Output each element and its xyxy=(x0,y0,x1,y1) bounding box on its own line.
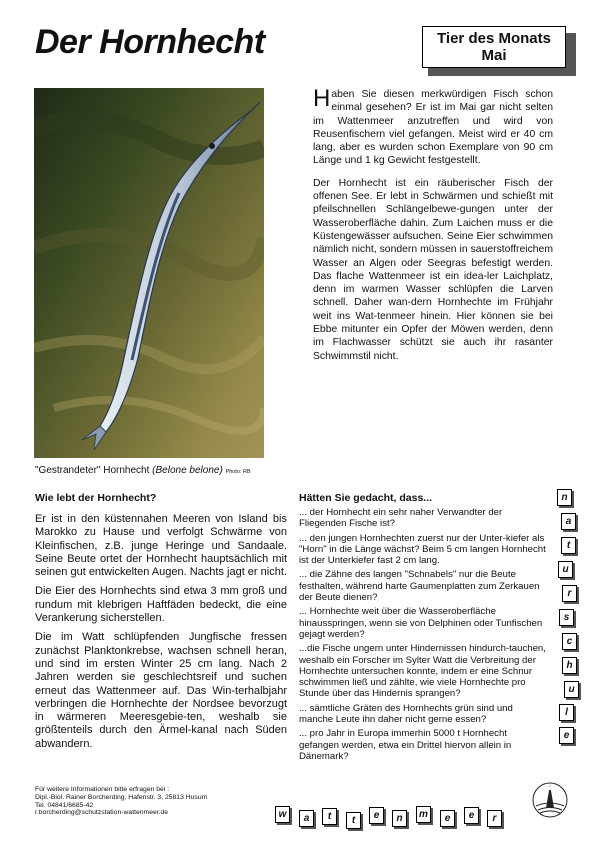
naturschule-letter-tile: s xyxy=(559,609,574,626)
garfish-illustration xyxy=(34,88,264,458)
lighthouse-logo-icon xyxy=(530,778,570,822)
fact-item: ... pro Jahr in Europa immerhin 5000 t Hornhecht gefangen werden, etwa ein Drittel hiervon allein in Dänemark? xyxy=(299,728,512,762)
wattenmeer-letter-tile: t xyxy=(346,812,361,829)
naturschule-letter-tile: u xyxy=(558,561,573,578)
footer-line-3: Tel. 04841/6685-42 xyxy=(35,801,94,809)
wie-paragraph-2: Die Eier des Hornhechts sind etwa 3 mm groß und rundum mit klebrigen Haftfäden bedeckt, die eine Verankerung sicherstellen. xyxy=(35,585,287,625)
photo-caption xyxy=(35,465,251,476)
badge-line-2: Mai xyxy=(481,47,507,64)
intro-text-1: aben Sie diesen merkwürdigen Fisch schon einmal gesehen? Er ist im Mai gar nicht selten im Wattenmeer anzutreffen und wird von Reusenfischern viel gefangen. Meist wird er 40 cm lang, aber es wurden schon Exemplare von 90 cm Länge und 1 kg Gewicht festgestellt. xyxy=(313,89,553,167)
wie-paragraph-1: Er ist in den küstennahen Meeren von Island bis Marokko zu Hause und verfolgt Schwärme von Kleinfischen, z.B. junge Heringe und Sandaale. Seine Beute ortet der Hornhecht hauptsächlich mit seinen gut entwickelten Augen. Nachts jagt er nicht. xyxy=(35,513,287,579)
hatten-section xyxy=(299,507,549,765)
wattenmeer-letter-tile: t xyxy=(322,808,337,825)
naturschule-letter-tile: r xyxy=(562,585,577,602)
naturschule-letter-tile: t xyxy=(561,537,576,554)
caption-scientific-name: (Belone belone) xyxy=(152,465,223,476)
intro-paragraph-1 xyxy=(313,85,553,168)
intro-paragraph-2: Der Hornhecht ist ein räuberischer Fisch der offenen See. Er lebt in Schwärmen und schießt mit pfeilschnellen Schlängelbewe-gungen unter der Wasseroberfläche dahin. Zum Laichen muss er die Küstengewässer aufsuchen. Seine Eier schwimmen nämlich nicht, sondern müssen in sauerstoffreichem Wasser an Algen oder Seegras befestigt werden. Das flache Wattenmeer ist ein idea-ler Laichplatz, denn im warmen Wasser schlüpfen die Larven schnell. Daher wan-dern Hornhechte im Frühjahr weit ins Wat-tenmeer hinein. Hier können sie bei Ebbe mitunter ein Opfer der Möwen werden, denn im Flachwasser schützt sie auch ihr rasanter Schwimmstil nicht. xyxy=(313,177,553,362)
footer-line-1: Für weitere Informationen bitte erfragen bei : xyxy=(35,786,170,793)
photo-credit: Photo: RB xyxy=(225,469,251,475)
wattenmeer-letter-tile: e xyxy=(440,810,455,827)
fact-item: ... Hornhechte weit über die Wasseroberfläche hinausspringen, wenn sie von Delphinen oder Tunfischen gejagt werden? xyxy=(299,606,543,640)
naturschule-letter-tile: n xyxy=(557,489,572,506)
wattenmeer-letter-tile: r xyxy=(487,810,502,827)
wattenmeer-letter-tile: w xyxy=(275,806,290,823)
wattenmeer-letter-tile: e xyxy=(369,807,384,824)
naturschule-letter-tile: e xyxy=(559,727,574,744)
wattenmeer-letter-tile: m xyxy=(416,806,431,823)
footer-line-2: Dipl.-Biol. Rainer Borcherding, Hafenstr. 3, 25813 Husum xyxy=(35,793,208,801)
naturschule-letter-tile: c xyxy=(562,633,577,650)
wie-section xyxy=(35,513,287,757)
footer-email: r.borcherding@schutzstation-wattenmeer.de xyxy=(35,809,169,817)
fact-item: ...die Fische ungern unter Hindernissen hindurch-tauchen, weshalb ein Forscher im Sylter Watt die Verbreitung der Hornhechte untersuchen konnte, indem er eine Schnur schwimmen ließ und zählte, wie viele Hornhechte pro Stunde über das Hindernis sprangen? xyxy=(299,643,546,700)
drop-cap: H xyxy=(313,85,331,112)
naturschule-letter-tile: h xyxy=(562,657,577,674)
wie-paragraph-3: Die im Watt schlüpfenden Jungfische fressen zunächst Planktonkrebse, wachsen schnell heran, und sind im ersten Winter 25 cm lang. Nach 2 Jahren werden sie geschlechtsreif und suchen erneut das Wattenmeer auf. Das Win-terhalbjahr verbringen die Hornhechte der Nordsee bevorzugt in wärmeren Meeresgebie-ten, weshalb sie größtenteils durch den Ärmel-kanal nach Süden abwandern. xyxy=(35,631,287,750)
naturschule-letter-tile: u xyxy=(564,681,579,698)
contact-footer xyxy=(35,786,207,817)
page-title: Der Hornhecht xyxy=(35,23,265,61)
caption-text: "Gestrandeter" Hornhecht xyxy=(35,465,150,476)
wattenmeer-letter-tile: n xyxy=(392,810,407,827)
intro-section xyxy=(313,85,553,363)
naturschule-letter-tile: a xyxy=(561,513,576,530)
wattenmeer-letter-tile: e xyxy=(464,807,479,824)
garfish-photo xyxy=(34,88,264,458)
schutzstation-logo xyxy=(530,778,570,822)
badge-line-1: Tier des Monats xyxy=(437,30,551,47)
fact-item: ... der Hornhecht ein sehr naher Verwandter der Fliegenden Fische ist? xyxy=(299,507,503,530)
fact-item: ... den jungen Hornhechten zuerst nur der Unter-kiefer als "Horn" in die Länge wächst? Beim 5 cm langen Hornhecht ist der Unterkiefer fast 2 cm lang. xyxy=(299,532,546,567)
naturschule-letter-tile: l xyxy=(559,704,574,721)
fact-item: ... die Zähne des langen "Schnabels" nur die Beute festhalten, während harte Gaumenplatten zum Zerkauen der Beute dienen? xyxy=(299,569,540,604)
section-heading-wie: Wie lebt der Hornhecht? xyxy=(35,492,157,504)
month-badge xyxy=(422,26,566,68)
wattenmeer-letter-tile: a xyxy=(299,810,314,827)
section-heading-hatten: Hätten Sie gedacht, dass... xyxy=(299,492,433,504)
fact-item: ... sämtliche Gräten des Hornhechts grün sind und manche Leute ihn daher nicht gerne essen? xyxy=(299,702,513,726)
